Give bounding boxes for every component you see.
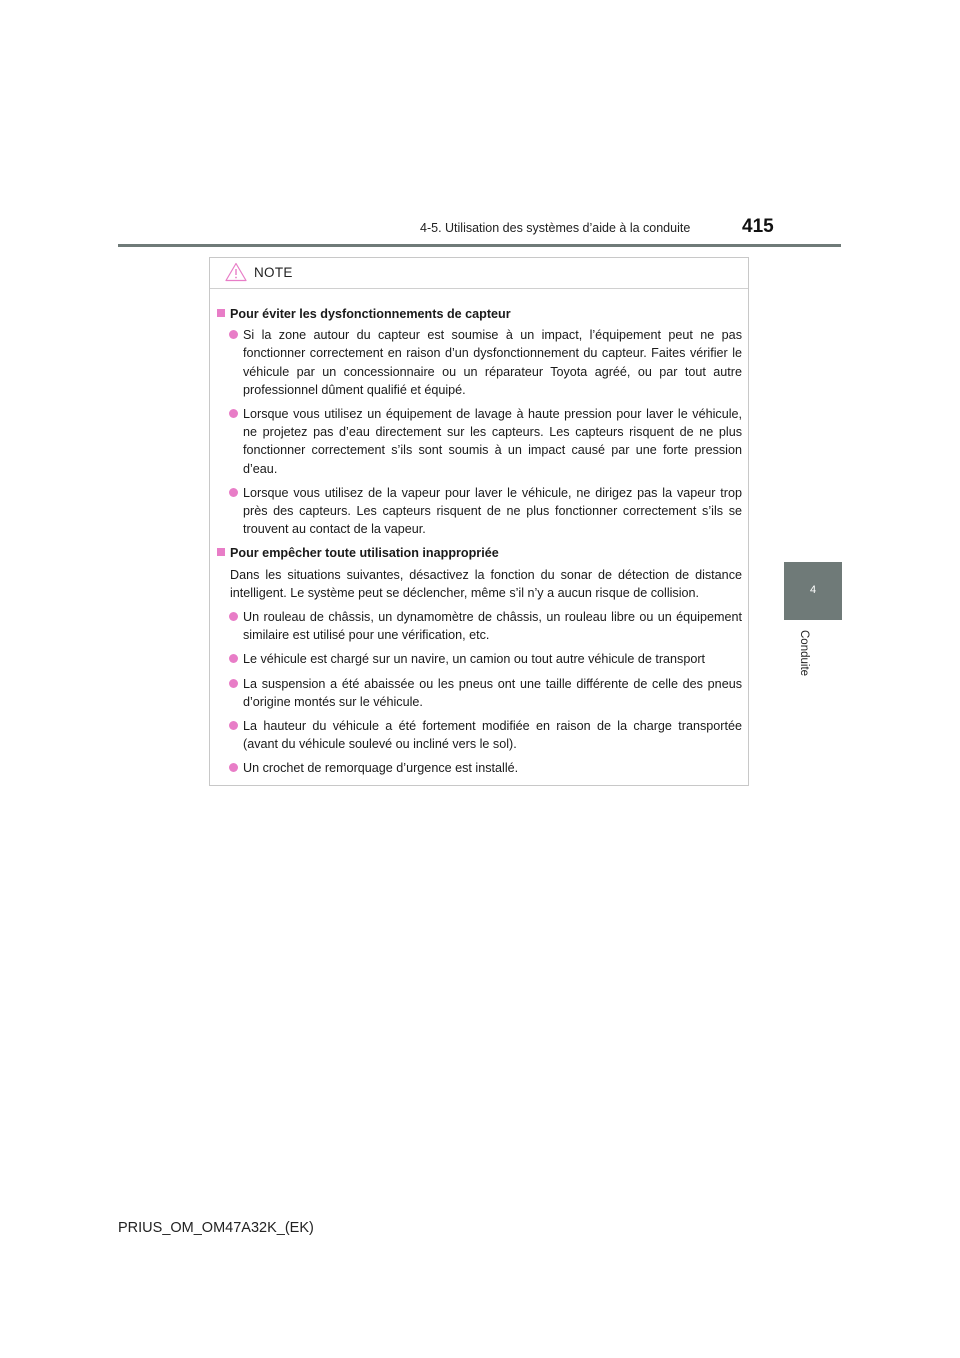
circle-bullet-icon — [229, 409, 238, 418]
note-header — [210, 258, 748, 289]
list-item — [217, 717, 742, 753]
circle-bullet-icon — [229, 612, 238, 621]
list-item — [217, 675, 742, 711]
square-bullet-icon — [217, 309, 225, 317]
circle-bullet-icon — [229, 488, 238, 497]
warning-triangle-icon — [225, 262, 247, 287]
list-item-text: La suspension a été abaissée ou les pneus ont une taille différente de celle des pneus d’origine montés sur le véhicule. — [243, 676, 742, 709]
page-number: 415 — [742, 216, 774, 237]
note-title: NOTE — [254, 265, 293, 280]
list-item — [217, 608, 742, 644]
section-heading — [217, 544, 742, 562]
section-heading-text: Pour éviter les dysfonctionnements de capteur — [230, 307, 511, 321]
list-item-text: La hauteur du véhicule a été fortement modifiée en raison de la charge transportée (avant du véhicule soulevé ou incliné vers le sol). — [243, 719, 742, 752]
circle-bullet-icon — [229, 763, 238, 772]
list-item-text: Le véhicule est chargé sur un navire, un camion ou tout autre véhicule de transport — [243, 652, 706, 667]
circle-bullet-icon — [229, 679, 238, 688]
list-item-text: Lorsque vous utilisez de la vapeur pour laver le véhicule, ne dirigez pas la vapeur trop près des capteurs. Les capteurs risquent de ne plus fonctionner correctement s’ils se trouvent au contact de la vapeur. — [243, 485, 742, 537]
list-item — [217, 484, 742, 539]
chapter-tab: 4 — [784, 562, 842, 620]
section-intro: Dans les situations suivantes, désactivez la fonction du sonar de détection de distance intelligent. Le système peut se déclencher, même s’il n’y a aucun risque de collision. — [230, 567, 742, 600]
note-box — [209, 257, 749, 786]
list-item-text: Lorsque vous utilisez un équipement de lavage à haute pression pour laver le véhicule, ne projetez pas d’eau directement sur les capteurs. Les capteurs risquent de ne plus fonctionner correctement s’ils sont soumis à un impact causé par une forte pression d’eau. — [243, 407, 742, 476]
square-bullet-icon — [217, 548, 225, 556]
list-item-text: Un rouleau de châssis, un dynamomètre de châssis, un rouleau libre ou un équipement similaire est utilisé pour une vérification, etc. — [243, 610, 742, 643]
list-item — [217, 759, 742, 777]
list-item — [217, 405, 742, 478]
list-item-text: Si la zone autour du capteur est soumise à un impact, l’équipement peut ne pas fonctionner correctement en raison d’un dysfonctionnement du capteur. Faites vérifier le véhicule par un concessionnaire ou un réparateur Toyota agréé, ou par tout autre professionnel dûment qualifié et équipé. — [243, 328, 742, 397]
circle-bullet-icon — [229, 721, 238, 730]
section-title: 4-5. Utilisation des systèmes d’aide à la conduite — [420, 221, 691, 235]
document-code: PRIUS_OM_OM47A32K_(EK) — [118, 1220, 314, 1236]
chapter-label: Conduite — [798, 630, 810, 677]
header-rule — [118, 244, 841, 247]
list-item-text: Un crochet de remorquage d’urgence est installé. — [243, 761, 519, 776]
list-item — [217, 650, 742, 668]
list-item — [217, 326, 742, 399]
section-heading — [217, 305, 742, 323]
note-body — [210, 289, 748, 778]
circle-bullet-icon — [229, 654, 238, 663]
section-heading-text: Pour empêcher toute utilisation inappropriée — [230, 546, 499, 561]
circle-bullet-icon — [229, 330, 238, 339]
